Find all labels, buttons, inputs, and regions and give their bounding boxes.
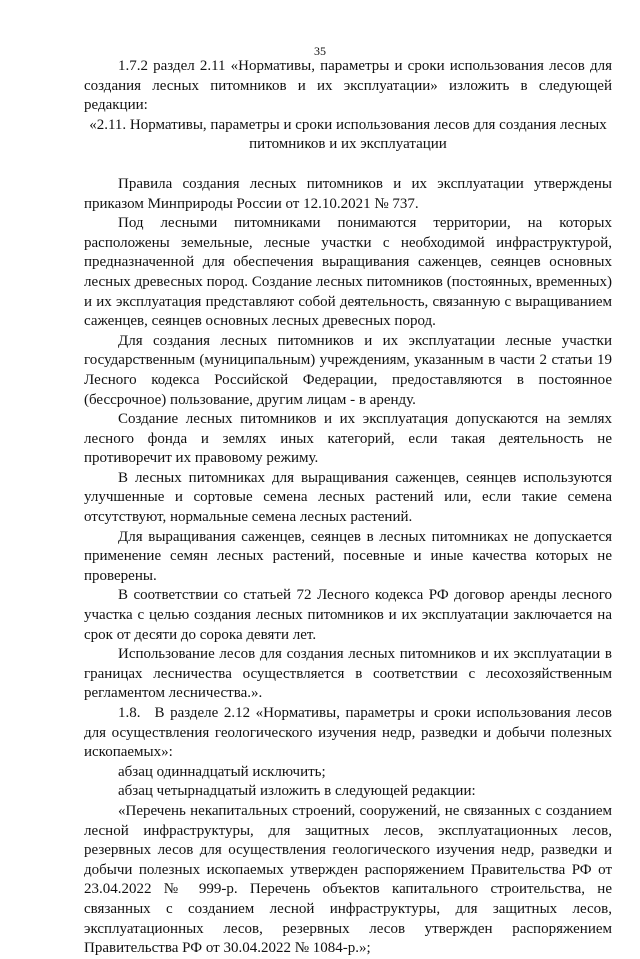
page-number: 35 [314,44,326,58]
spacer [84,155,612,175]
item-number: 1.8. [118,705,141,721]
item-text: В разделе 2.12 «Нормативы, параметры и сроки использования лесов для осуществления геологического изучения недр, разведки и добычи полезных ископаемых»: [84,705,612,761]
paragraph-definition: Под лесными питомниками понимаются территории, на которых расположены земельные, лесные участки с необходимой инфраструктурой, предназначенной для обеспечения выращивания саженцев, сеянцев основных лесных древесных пород. Создание лесных питомников (постоянных, временных) и их эксплуатация представляют собой деятельность, связанную с выращиванием саженцев, сеянцев основных лесных древесных пород. [84,215,612,330]
paragraph-lease: Для создания лесных питомников и их эксплуатации лесные участки государственным (муниципальным) учреждениям, указанным в части 2 статьи 19 Лесного кодекса Российской Федерации, предоставляются в постоянное (бессрочное) пользование, другим лицам - в аренду. [84,332,612,408]
paragraph-seed-restrictions: Для выращивания саженцев, сеянцев в лесных питомниках не допускается применение семян лесных растений, посевные и иные качества которых не проверены. [84,528,612,584]
paragraph-article-72: В соответствии со статьей 72 Лесного кодекса РФ договор аренды лесного участка с целью создания лесных питомников и их эксплуатации заключается на срок от десяти до сорока девяти лет. [84,587,612,643]
paragraph-new-edition: абзац четырнадцатый изложить в следующей редакции: [118,783,476,800]
paragraph-lands: Создание лесных питомников и их эксплуатация допускаются на землях лесного фонда и землях иных категорий, если такая деятельность не противоречит их правовому режиму. [84,411,612,467]
document-body [84,57,612,959]
paragraph-exclude: абзац одиннадцатый исключить; [118,763,326,780]
paragraph-list: «Перечень некапитальных строений, сооружений, не связанных с созданием лесной инфраструктуры, для защитных лесов, эксплуатационных лесов, резервных лесов для осуществления геологического изучения недр, разведки и добычи полезных ископаемых утвержден распоряжением Правительства РФ от 23.04.2022 № 999-р. Перечень объектов капитального строительства, не связанных с созданием лесной инфраструктуры, для защитных лесов, эксплуатационных лесов, резервных лесов утвержден распоряжением Правительства РФ от 30.04.2022 № 1084-р.»; [84,802,612,957]
section-heading: «2.11. Нормативы, параметры и сроки использования лесов для создания лесных питомников и их эксплуатации [89,116,607,153]
paragraph-seeds: В лесных питомниках для выращивания саженцев, сеянцев используются улучшенные и сортовые семена лесных растений или, если такие семена отсутствуют, нормальные семена лесных растений. [84,469,612,526]
paragraph-1-7-2: 1.7.2 раздел 2.11 «Нормативы, параметры и сроки использования лесов для создания лесных питомников и их эксплуатации» изложить в следующей редакции: [84,58,612,114]
paragraph-1-8 [84,704,612,763]
paragraph-forestry-regulation: Использование лесов для создания лесных питомников и их эксплуатации в границах лесничества осуществляется в соответствии с лесохозяйственным регламентом лесничества.». [84,646,612,702]
paragraph-rules: Правила создания лесных питомников и их эксплуатации утверждены приказом Минприроды России от 12.10.2021 № 737. [84,175,612,212]
